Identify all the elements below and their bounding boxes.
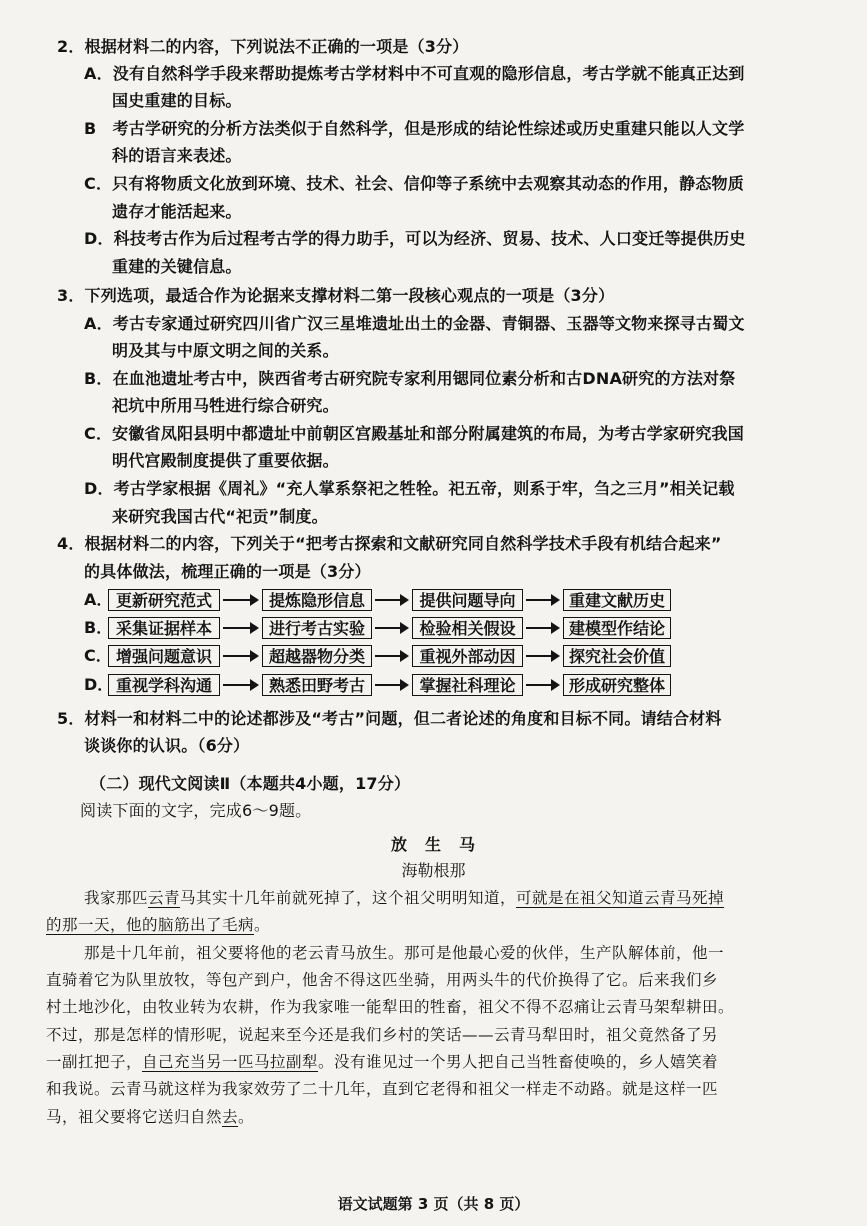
story-paragraph-1-line-1: 我家那匹云青马其实十几年前就死掉了，这个祖父明明知道，可就是在祖父知道云青马死掉: [84, 889, 725, 907]
flow-step-box: 更新研究范式: [108, 589, 220, 611]
flow-step-box: 掌握社科理论: [412, 674, 523, 696]
underlined-text: 云青: [148, 889, 181, 907]
story-paragraph-2-line-5: 一副扛把子，自己充当另一匹马拉副犁。没有谁见过一个男人把自己当牲畜使唤的，乡人嬉笑着: [46, 1053, 719, 1071]
question-2-option-d-cont: 重建的关键信息。: [112, 257, 242, 276]
flow-step-box: 超越器物分类: [262, 645, 372, 667]
question-2-option-a-cont: 国史重建的目标。: [112, 91, 242, 110]
question-4-stem-cont: 的具体做法，梳理正确的一项是（3分）: [84, 562, 371, 581]
right-arrow-icon: [374, 645, 410, 667]
right-arrow-icon: [374, 674, 410, 696]
flow-step-box: 建模型作结论: [563, 617, 671, 639]
right-arrow-icon: [374, 617, 410, 639]
underlined-text: 的那一天，他的脑筋出了: [46, 916, 223, 934]
question-3-option-d: D．考古学家根据《周礼》“充人掌系祭祀之牲牷。祀五帝，则系于牢，刍之三月”相关记载: [84, 479, 735, 498]
question-3-option-a: A．考古专家通过研究四川省广汉三星堆遗址出土的金器、青铜器、玉器等文物来探寻古蜀文: [84, 314, 745, 333]
story-paragraph-2-line-6: 和我说。云青马就这样为我家效劳了二十几年，直到它老得和祖父一样走不动路。就是这样一匹: [46, 1080, 719, 1098]
flow-step-box: 提炼隐形信息: [262, 589, 372, 611]
flow-option-label: A．: [84, 590, 113, 609]
right-arrow-icon: [525, 617, 561, 639]
underlined-text: 可就是在祖父知道云青马死掉: [516, 889, 725, 907]
story-paragraph-2-line-3: 村土地沙化，由牧业转为农耕，作为我家唯一能犁田的牲畜，祖父不得不忍痛让云青马架犁耕田。: [46, 998, 735, 1016]
flow-step-box: 增强问题意识: [108, 645, 220, 667]
question-5-stem: 5．材料一和材料二中的论述都涉及“考古”问题，但二者论述的角度和目标不同。请结合材料: [57, 709, 722, 728]
flow-step-box: 重视外部动因: [412, 645, 523, 667]
question-5-stem-cont: 谈谈你的认识。（6分）: [84, 736, 250, 755]
question-3-option-b-cont: 祀坑中所用马牲进行综合研究。: [112, 396, 339, 415]
underlined-text: 去: [222, 1108, 239, 1126]
question-4-stem: 4．根据材料二的内容，下列关于“把考古探索和文献研究同自然科学技术手段有机结合起来”: [57, 534, 722, 553]
right-arrow-icon: [374, 589, 410, 611]
question-2-option-b: B 考古学研究的分析方法类似于自然科学，但是形成的结论性综述或历史重建只能以人文学: [84, 119, 745, 138]
right-arrow-icon: [525, 674, 561, 696]
story-title: 放 生 马: [390, 835, 476, 854]
right-arrow-icon: [222, 617, 260, 639]
story-paragraph-2-line-4: 不过，那是怎样的情形呢，说起来至今还是我们乡村的笑话——云青马犁田时，祖父竟然备了另: [46, 1026, 719, 1044]
question-3-option-d-cont: 来研究我国古代“祀贡”制度。: [112, 507, 328, 526]
question-2-option-a: A．没有自然科学手段来帮助提炼考古学材料中不可直观的隐形信息，考古学就不能真正达到: [84, 64, 745, 83]
flow-option-label: B．: [84, 618, 113, 637]
flow-step-box: 重视学科沟通: [108, 674, 220, 696]
right-arrow-icon: [525, 645, 561, 667]
right-arrow-icon: [222, 589, 260, 611]
underlined-text: 毛病: [222, 916, 255, 934]
story-paragraph-2-line-7: 马，祖父要将它送归自然去。: [46, 1108, 255, 1126]
story-author: 海勒根那: [401, 861, 466, 880]
question-2-option-b-cont: 科的语言来表述。: [112, 146, 242, 165]
story-paragraph-2-line-2: 直骑着它为队里放牧，等包产到户，他舍不得这匹坐骑，用两头牛的代价换得了它。后来我们乡: [46, 971, 719, 989]
question-2-option-c-cont: 遗存才能活起来。: [112, 202, 242, 221]
question-3-option-b: B．在血池遗址考古中，陕西省考古研究院专家利用锶同位素分析和古DNA研究的方法对祭: [84, 369, 736, 388]
section-instruction: 阅读下面的文字，完成6～9题。: [80, 801, 312, 820]
flow-step-box: 探究社会价值: [563, 645, 671, 667]
flow-step-box: 形成研究整体: [563, 674, 671, 696]
story-paragraph-2-line-1: 那是十几年前，祖父要将他的老云青马放生。那可是他最心爱的伙伴，生产队解体前，他一: [84, 944, 725, 962]
flow-step-box: 重建文献历史: [563, 589, 671, 611]
underlined-text: 自己充当另一匹马拉副犁: [142, 1053, 319, 1071]
flow-step-box: 检验相关假设: [412, 617, 523, 639]
story-paragraph-1-line-2: 的那一天，他的脑筋出了毛病。: [46, 916, 271, 934]
flow-option-label: D．: [84, 675, 114, 694]
section-heading: （二）现代文阅读Ⅱ（本题共4小题，17分）: [90, 774, 411, 793]
question-2-stem: 2．根据材料二的内容，下列说法不正确的一项是（3分）: [57, 37, 469, 56]
question-3-option-a-cont: 明及其与中原文明之间的关系。: [112, 341, 339, 360]
page-footer: 语文试题第 3 页（共 8 页）: [337, 1195, 530, 1213]
flow-step-box: 提供问题导向: [412, 589, 523, 611]
question-3-option-c-cont: 明代宫殿制度提供了重要依据。: [112, 451, 339, 470]
flow-step-box: 进行考古实验: [262, 617, 372, 639]
question-3-stem: 3．下列选项，最适合作为论据来支撑材料二第一段核心观点的一项是（3分）: [57, 286, 615, 305]
flow-option-label: C．: [84, 646, 112, 665]
question-2-option-d: D．科技考古作为后过程考古学的得力助手，可以为经济、贸易、技术、人口变迁等提供历史: [84, 229, 746, 248]
right-arrow-icon: [222, 645, 260, 667]
flow-step-box: 熟悉田野考古: [262, 674, 372, 696]
flow-step-box: 采集证据样本: [108, 617, 220, 639]
question-3-option-c: C．安徽省凤阳县明中都遗址中前朝区宫殿基址和部分附属建筑的布局，为考古学家研究我国: [84, 424, 744, 443]
right-arrow-icon: [525, 589, 561, 611]
question-2-option-c: C．只有将物质文化放到环境、技术、社会、信仰等子系统中去观察其动态的作用，静态物质: [84, 174, 744, 193]
right-arrow-icon: [222, 674, 260, 696]
